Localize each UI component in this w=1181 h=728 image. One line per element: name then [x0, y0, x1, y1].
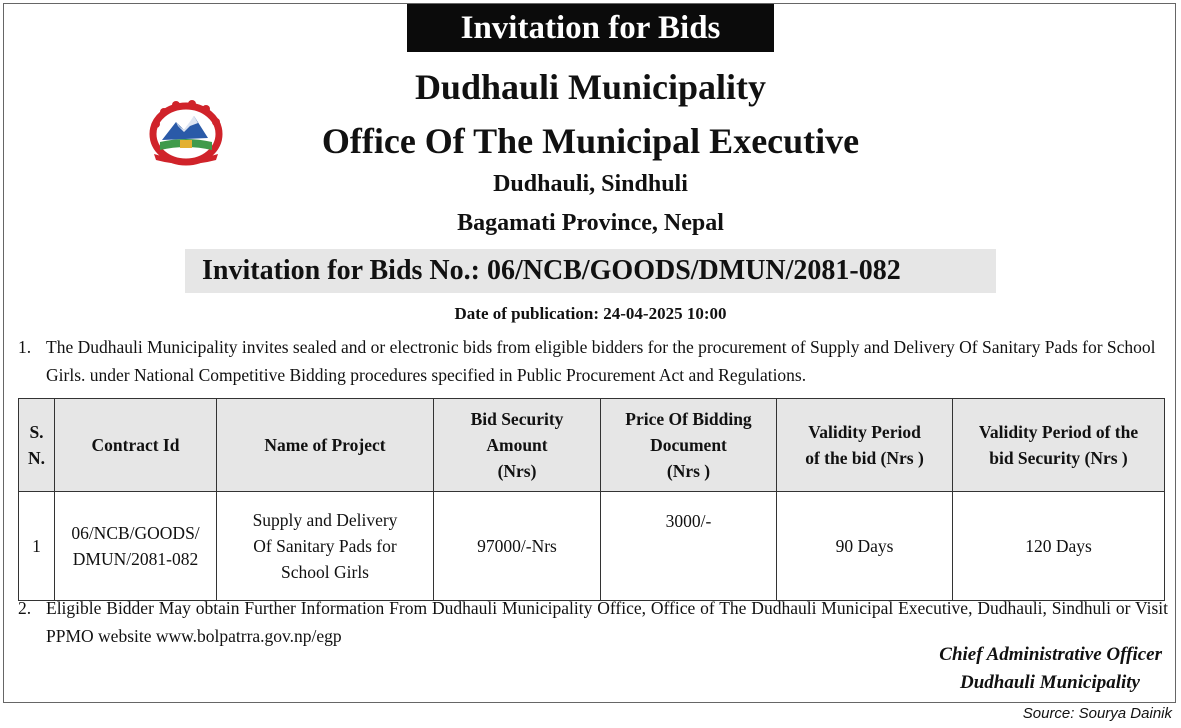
- publication-date: Date of publication: 24-04-2025 10:00: [454, 304, 727, 323]
- source-credit: Source: Sourya Dainik: [1022, 705, 1172, 722]
- office-name: Office Of The Municipal Executive: [321, 121, 860, 161]
- signatory-title: Chief Administrative Officer: [939, 644, 1162, 665]
- paragraph-2-number: 2.: [18, 598, 32, 618]
- col-header-document-price: Price Of Bidding Document (Nrs ): [601, 399, 777, 492]
- bids-table: [18, 398, 1165, 601]
- notice-banner: Invitation for Bids: [407, 4, 774, 52]
- col-header-bid-validity: Validity Period of the bid (Nrs ): [777, 399, 953, 492]
- paragraph-2-text: Eligible Bidder May obtain Further Information From Dudhauli Municipality Office, Office of The Dudhauli Municipal Executive, Dudhauli, Sindhuli or Visit PPMO website www.bolpatrra.gov.np/egp: [46, 598, 1168, 646]
- paragraph-1-text: The Dudhauli Municipality invites sealed and or electronic bids from eligible bidders for the procurement of Supply and Delivery Of Sanitary Pads for School Girls. under National Competitive Bidding procedures specified in Public Procurement Act and Regulations.: [46, 337, 1156, 385]
- table-row: [19, 492, 1165, 601]
- cell-document-price: 3000/-: [601, 492, 777, 601]
- table-header-row: [19, 399, 1165, 492]
- office-province: Bagamati Province, Nepal: [457, 210, 724, 236]
- col-header-project: Name of Project: [217, 399, 434, 492]
- signatory-organization: Dudhauli Municipality: [959, 672, 1140, 693]
- col-header-sn: S. N.: [19, 399, 55, 492]
- cell-security-validity: 120 Days: [953, 492, 1165, 601]
- paragraph-2: [18, 594, 1168, 650]
- cell-contract-id: 06/NCB/GOODS/ DMUN/2081-082: [55, 492, 217, 601]
- municipality-name: Dudhauli Municipality: [414, 67, 767, 107]
- paragraph-1: [18, 333, 1168, 389]
- cell-project: Supply and Delivery Of Sanitary Pads for School Girls: [217, 492, 434, 601]
- col-header-contract-id: Contract Id: [55, 399, 217, 492]
- bid-number-heading: Invitation for Bids No.: 06/NCB/GOODS/DMUN/2081-082: [185, 249, 996, 293]
- col-header-security-validity: Validity Period of the bid Security (Nrs ): [953, 399, 1165, 492]
- cell-sn: 1: [19, 492, 55, 601]
- col-header-bid-security: Bid Security Amount (Nrs): [434, 399, 601, 492]
- paragraph-1-number: 1.: [18, 337, 32, 357]
- cell-bid-security: 97000/-Nrs: [434, 492, 601, 601]
- office-location: Dudhauli, Sindhuli: [493, 171, 688, 197]
- cell-bid-validity: 90 Days: [777, 492, 953, 601]
